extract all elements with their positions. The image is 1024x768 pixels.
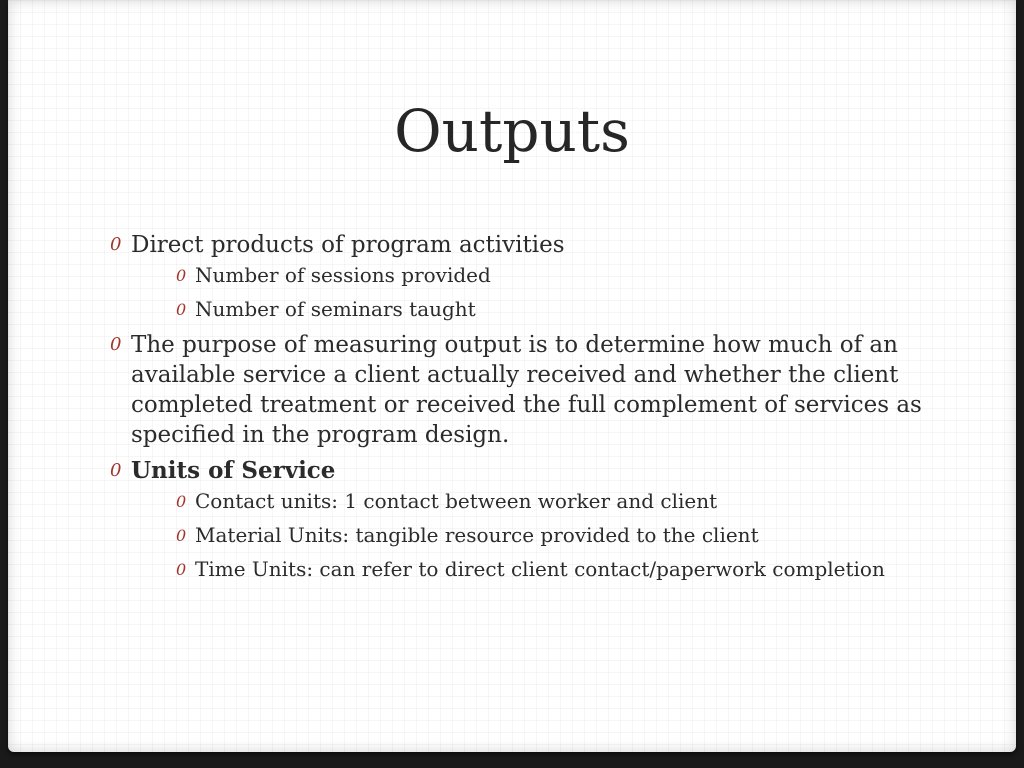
- bullet-icon: 0: [110, 460, 122, 481]
- sub-bullet-item: [131, 556, 934, 583]
- bullet-item: [104, 230, 934, 323]
- bullet-item: [104, 330, 934, 450]
- sub-bullet-item: [131, 488, 934, 515]
- sub-bullet-list: [131, 262, 934, 323]
- sub-bullet-text: Time Units: can refer to direct client contact/paperwork completion: [195, 557, 885, 581]
- sub-bullet-text: Number of sessions provided: [195, 263, 491, 287]
- bullet-text: The purpose of measuring output is to determine how much of an available service a client actually received and whether the client completed treatment or received the full complement of services as specified in the program design.: [131, 332, 922, 448]
- bullet-icon: 0: [110, 234, 122, 255]
- bullet-icon: 0: [176, 492, 187, 511]
- slide-title: Outputs: [394, 97, 630, 165]
- slide: [8, 0, 1016, 752]
- sub-bullet-text: Number of seminars taught: [195, 297, 476, 321]
- bullet-icon: 0: [110, 334, 122, 355]
- bullet-icon: 0: [176, 266, 187, 285]
- bullet-item: [104, 456, 934, 583]
- sub-bullet-text: Contact units: 1 contact between worker and client: [195, 489, 718, 513]
- sub-bullet-list: [131, 488, 934, 583]
- bullet-icon: 0: [176, 300, 187, 319]
- bullet-icon: 0: [176, 526, 187, 545]
- bullet-list: [104, 230, 934, 583]
- slide-content: [104, 230, 934, 590]
- sub-bullet-item: [131, 522, 934, 549]
- sub-bullet-text: Material Units: tangible resource provided to the client: [195, 523, 759, 547]
- sub-bullet-item: [131, 262, 934, 289]
- bullet-text: Direct products of program activities: [131, 232, 565, 258]
- bullet-text: Units of Service: [131, 457, 336, 484]
- bullet-icon: 0: [176, 560, 187, 579]
- sub-bullet-item: [131, 296, 934, 323]
